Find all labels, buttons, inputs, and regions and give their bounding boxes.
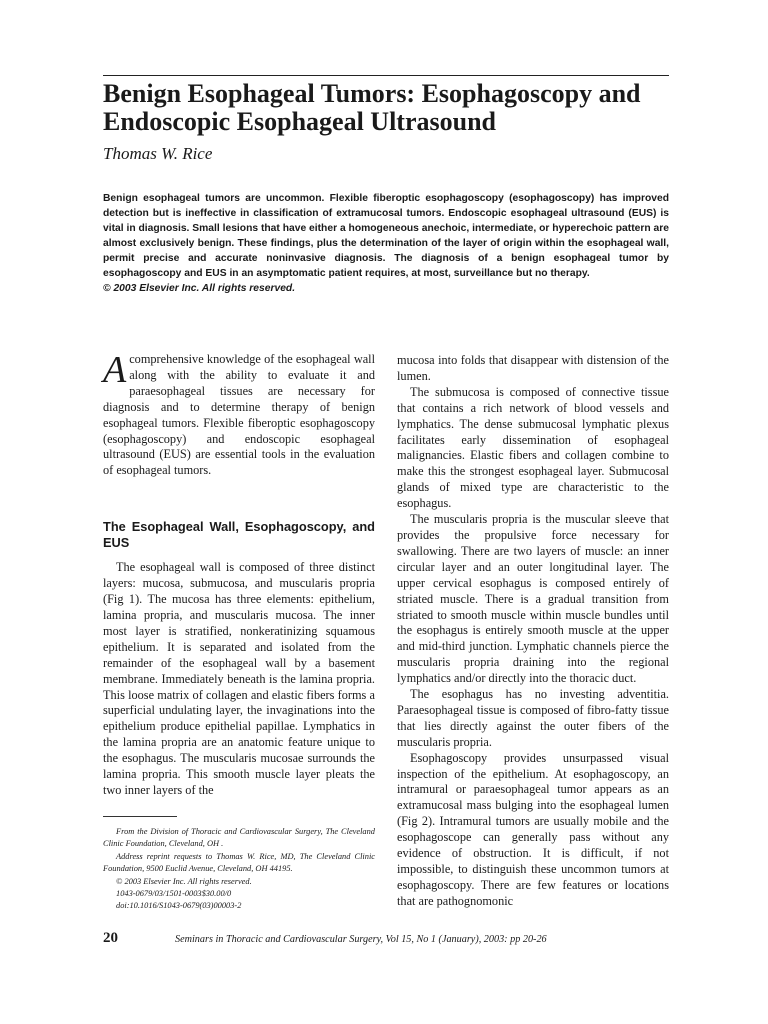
article-author: Thomas W. Rice	[103, 144, 213, 163]
footnote-rule	[103, 816, 177, 817]
journal-citation: Seminars in Thoracic and Cardiovascular Surgery, Vol 15, No 1 (January), 2003: pp 20-26	[175, 934, 547, 945]
footnote-doi: doi:10.1016/S1043-0679(03)00003-2	[116, 901, 242, 911]
footnote-reprint: Address reprint requests to Thomas W. Rice, MD, The Cleveland Clinic Foundation, 9500 Euclid Avenue, Cleveland, OH 44195.	[103, 851, 375, 874]
header-rule	[103, 75, 669, 76]
abstract	[103, 191, 669, 296]
footnote-affiliation: From the Division of Thoracic and Cardiovascular Surgery, The Cleveland Clinic Foundation, Cleveland, OH .	[103, 827, 375, 849]
intro-paragraph	[103, 349, 375, 479]
body-paragraph: The esophagus has no investing adventitia. Paraesophageal tissue is composed of fibro-fatty tissue that lies directly against the outer fibers of the muscularis propria.	[397, 687, 669, 749]
body-paragraph: Esophagoscopy provides unsurpassed visual inspection of the epithelium. At esophagoscopy, an intramural or paraesophageal tumor appears as an extramucosal mass bulging into the esophageal lumen (Fig 2). Intramural tumors are usually mobile and the esophagoscope can generally pass without any evidence of obstruction. It is difficult, if not impossible, to distinguish these uncommon tumors at esophagoscopy. There are few features or locations that are pathognomonic	[397, 750, 669, 908]
body-paragraph: The submucosa is composed of connective tissue that contains a rich network of blood vessels and lymphatics. The dense submucosal lymphatic plexus facilitates early dissemination of esophageal malignancies. Elastic fibers and collagen combine to make this the strongest esophageal layer. Submucosal glands of mixed type are characteristic to the esophagus.	[397, 384, 669, 511]
left-column	[103, 349, 375, 799]
body-paragraph: The muscularis propria is the muscular sleeve that provides the propulsive force necessary for swallowing. There are two layers of muscle: an inner circular layer and an outer longitudinal layer. The upper cervical esophagus is composed entirely of striated muscle. There is a gradual transition from striated to smooth muscle within muscle bundles until the esophagus is entirely smooth muscle at the upper and mid-third junction. Lymphatic channels pierce the muscularis propria draining into the regional lymphatics and/or directly into the thoracic duct.	[397, 512, 669, 686]
intro-text: comprehensive knowledge of the esophageal wall along with the ability to evaluate it and paraesophageal tissues are necessary for diagnosis and to determine therapy of benign esophageal tumors. Flexible fiberoptic esophagoscopy (esophagoscopy) and endoscopic esophageal ultrasound (EUS) are essential tools in the evaluation of esophageal tumors.	[103, 352, 375, 478]
right-column	[397, 353, 669, 910]
footnote-copyright: © 2003 Elsevier Inc. All rights reserved.	[116, 876, 252, 886]
body-paragraph: The esophageal wall is composed of three distinct layers: mucosa, submucosa, and muscularis propria (Fig 1). The mucosa has three elements: epithelium, lamina propria, and muscularis mucosa. The inner most layer is stratified, nonkeratinizing squamous epithelium. It is separated and isolated from the remainder of the esophageal wall by a basement membrane. Immediately beneath is the lamina propria. This loose matrix of collagen and elastic fibers forms a superficial undulating layer, the invaginations into the epithelium produce epithelial papillae. Lymphatics in the lamina propria are an anatomic feature unique to the esophagus. The muscularis mucosae surrounds the lamina propria. This smooth muscle layer pleats the two inner layers of the	[103, 560, 375, 797]
page-number: 20	[103, 930, 118, 946]
article-title: Benign Esophageal Tumors: Esophagoscopy and Endoscopic Esophageal Ultrasound	[103, 79, 641, 136]
section-heading: The Esophageal Wall, Esophagoscopy, and EUS	[103, 519, 375, 551]
abstract-copyright: © 2003 Elsevier Inc. All rights reserved.	[103, 283, 296, 294]
abstract-text: Benign esophageal tumors are uncommon. Flexible fiberoptic esophagoscopy (esophagoscopy) has improved detection but is ineffective in classification of extramucosal tumors. Endoscopic esophageal ultrasound (EUS) is vital in diagnosis. Small lesions that have either a homogeneous anechoic, intermediate, or hyperechoic pattern are almost exclusively benign. These findings, plus the determination of the layer of origin within the esophageal wall, permit precise and accurate noninvasive diagnosis. The diagnosis of a benign esophageal tumor by esophagoscopy and EUS in an asymptomatic patient requires, at most, surveillance but no therapy.	[103, 193, 669, 279]
footnotes	[103, 826, 375, 913]
body-paragraph: mucosa into folds that disappear with distension of the lumen.	[397, 353, 669, 383]
footnote-issn: 1043-0679/03/1501-0003$30.00/0	[116, 889, 232, 899]
drop-cap: A	[103, 349, 127, 391]
